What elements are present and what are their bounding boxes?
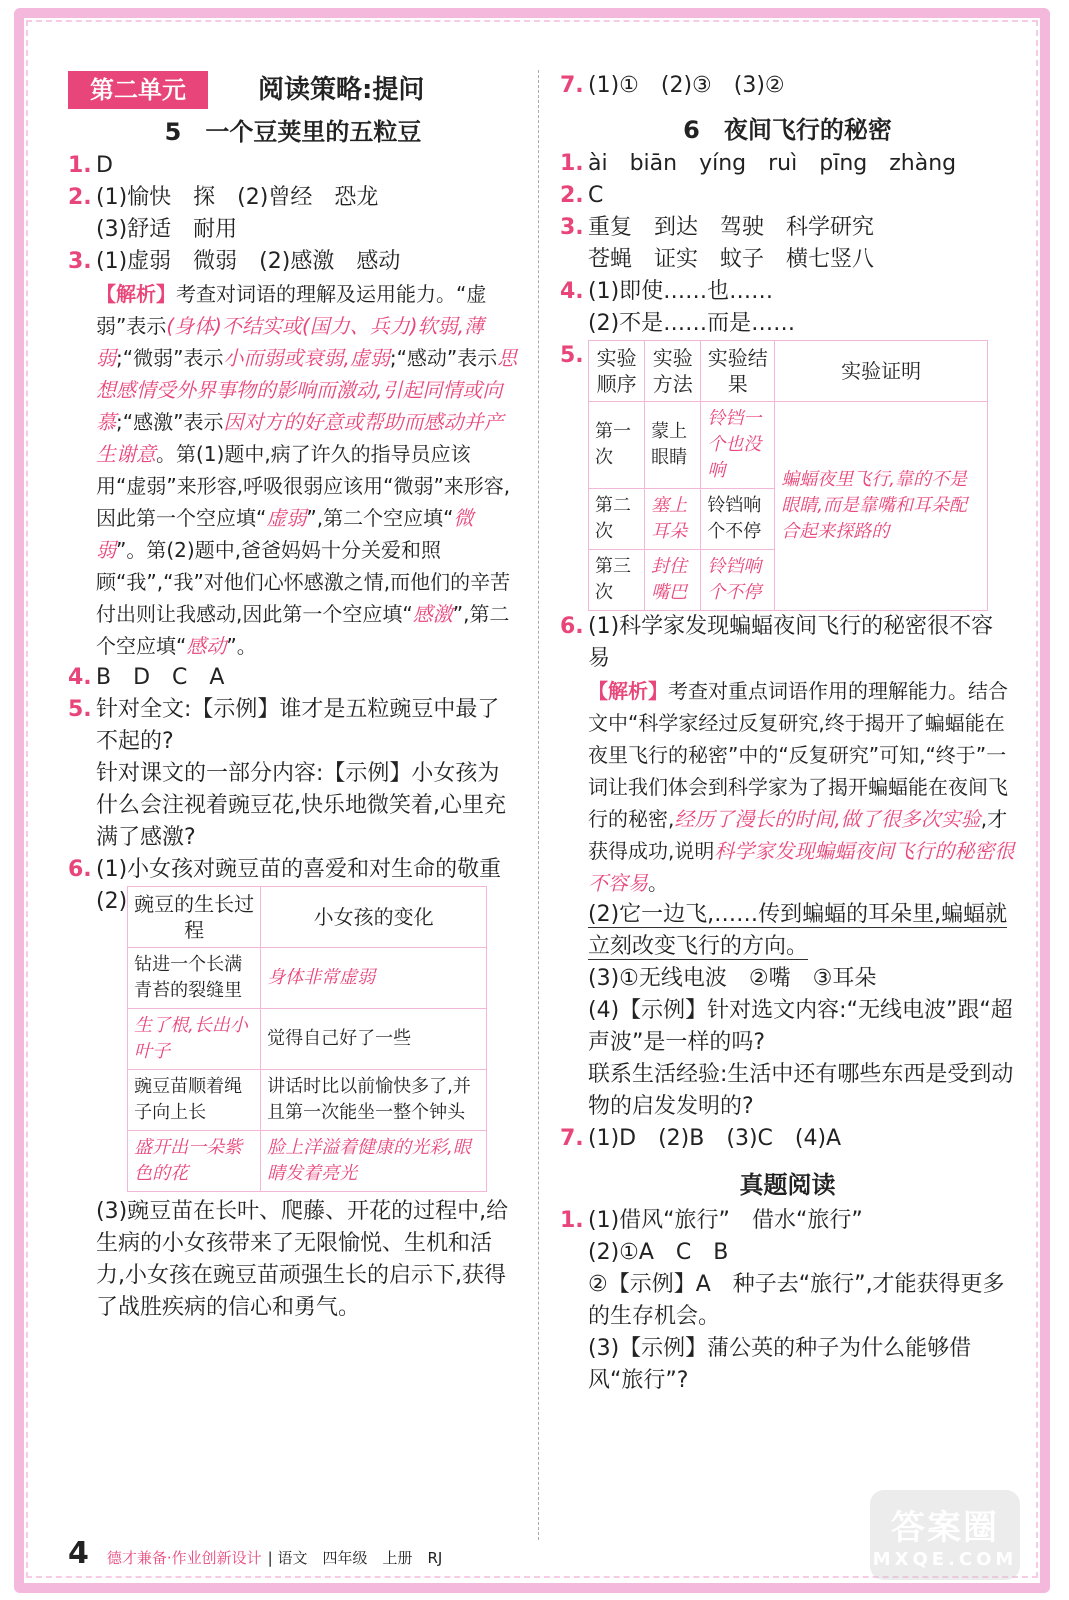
exp-table-header: 实验结果 [701,341,775,402]
l6-question-4: 4. (1)即使……也…… [560,279,774,304]
table-row [128,1070,487,1131]
exp-table-header: 实验方法 [645,341,701,402]
l5-question-2: 2. (1)愉快 探 (2)曾经 恐龙 [68,185,379,210]
footer-info: | 语文 四年级 上册 RJ [267,1549,443,1567]
watermark-bottom: MXQE.COM [872,1549,1018,1570]
reading-question-1-2: (2)①A C B [588,1240,729,1265]
table-cell [701,402,775,489]
page-number: 4 [68,1536,89,1571]
exp-result: 铃铛响个不停 [707,556,762,603]
handwritten-answer: 经历了漫长的时间,做了很多次实验 [674,807,981,831]
exp-result: 铃铛响个不停 [707,495,762,542]
table-cell [589,402,645,489]
exp-order: 第一次 [595,421,631,468]
table-row [128,1009,487,1070]
analysis-text: 考查对词语的理解及运用能力。“虚弱”表示 [96,282,487,338]
l5-question-5-cont: 针对课文的一部分内容:【示例】小女孩为什么会注视着豌豆花,快乐地微笑着,心里充满了感激? [96,761,506,850]
handwritten-answer: 科学家发现蝙蝠夜间飞行的秘密很不容易 [588,839,1015,895]
handwritten-answer: 微弱 [96,506,474,562]
l6-question-1: 1. ài biān yíng ruì pīng zhàng [560,151,957,176]
growth-table [127,886,487,1192]
growth-stage: 生了根,长出小叶子 [134,1015,248,1062]
l6-question-5: 5. 实验顺序 实验方法 实验结果 实验证明 第一次 蒙上眼睛 铃铛一个也没响 蝙蝠夜里飞行,靠的不是眼睛,而是靠嘴和耳朵配合起来探路的 第二次 塞上耳朵 铃铛响个不停 第三次 封住嘴巴 铃铛响个不停 [560,340,1015,611]
analysis-text: ;“感动”表示 [389,346,498,370]
l5-question-3: 3. (1)虚弱 微弱 (2)感激 感动 [68,249,401,274]
unit-header [68,70,518,110]
analysis-text: 。 [648,871,668,895]
unit-title: 阅读策略:提问 [258,75,425,105]
table-cell [775,402,988,611]
unit-badge: 第二单元 [68,71,208,109]
table-cell [701,550,775,611]
growth-stage: 盛开出一朵紫色的花 [134,1137,243,1184]
analysis-text: ;“感激”表示 [116,410,224,434]
analysis-text: ,才获得成功,说明 [588,807,1008,863]
exp-method: 封住嘴巴 [651,556,688,603]
girl-change: 觉得自己好了一些 [267,1028,412,1049]
table-cell [645,402,701,489]
l6-question-6-2: (2)它一边飞,……传到蝙蝠的耳朵里,蝙蝠就立刻改变飞行的方向。 [588,902,1008,959]
l5-question-4: 4. B D C A [68,665,225,690]
exp-method: 塞上耳朵 [651,495,688,542]
lesson-5-title: 5 一个豆荚里的五粒豆 [164,118,422,146]
analysis-text: ”。 [226,634,257,658]
analysis-text: 考查对重点词语作用的理解能力。结合文中“科学家经过反复研究,终于揭开了蝙蝠能在夜里飞行的秘密”中的“反复研究”可知,“终于”一词让我们体会到科学家为了揭开蝙蝠能在夜间飞行的秘密, [588,679,1008,831]
growth-table-header: 豌豆的生长过程 [128,887,261,948]
l6-analysis: 【解析】考查对重点词语作用的理解能力。结合文中“科学家经过反复研究,终于揭开了蝙蝠能在夜里飞行的秘密”中的“反复研究”可知,“终于”一词让我们体会到科学家为了揭开蝙蝠能在夜间飞行的秘密,经历了漫长的时间,做了很多次实验,才获得成功,说明科学家发现蝙蝠夜间飞行的秘密很不容易。 [588,679,1015,895]
analysis-text: ;“微弱”表示 [116,346,224,370]
growth-stage: 钻进一个长满青苔的裂缝里 [134,954,243,1001]
watermark-logo [870,1490,1020,1580]
lesson-6-title: 6 夜间飞行的秘密 [683,116,892,144]
l6-question-7: 7. (1)D (2)B (3)C (4)A [560,1126,842,1151]
girl-change: 身体非常虚弱 [267,967,376,988]
analysis-text: ”,第二个空应填“ [306,506,454,530]
exp-order: 第三次 [595,556,631,603]
table-cell [261,1131,487,1192]
l5-analysis: 【解析】考查对词语的理解及运用能力。“虚弱”表示(身体)不结实或(国力、兵力)软弱,薄弱;“微弱”表示小而弱或衰弱,虚弱;“感动”表示思想感情受外界事物的影响而激动,引起同情或向慕;“感激”表示因对方的好意或帮助而感动并产生谢意。第(1)题中,病了许久的指导员应该用“虚弱”来形容,呼吸很弱应该用“微弱”来形容,因此第一个空应填“虚弱”,第二个空应填“微弱”。第(2)题中,爸爸妈妈十分关爱和照顾“我”,“我”对他们心怀感激之情,而他们的辛苦付出则让我感动,因此第一个空应填“感激”,第二个空应填“感动”。 [96,282,518,658]
table-cell [261,1009,487,1070]
l6-question-6-3: (3)①无线电波 ②嘴 ③耳朵 [588,966,877,991]
l5-question-2-cont: (3)舒适 耐用 [96,217,238,242]
table-cell [261,1070,487,1131]
handwritten-answer: 感动 [186,634,227,658]
analysis-text: 。第(1)题中,病了许久的指导员应该用“虚弱”来形容,呼吸很弱应该用“微弱”来形容,因此第一个空应填“ [96,442,511,530]
column-divider [538,70,539,1540]
girl-change: 脸上洋溢着健康的光彩,眼睛发着亮光 [267,1137,471,1184]
girl-change: 讲话时比以前愉快多了,并且第一次能坐一整个钟头 [267,1076,471,1123]
page-footer [68,1536,442,1571]
table-cell [701,489,775,550]
l6-question-6-4: (4)【示例】针对选文内容:“无线电波”跟“超声波”是一样的吗? [588,998,1013,1055]
table-row [128,1131,487,1192]
right-column [560,70,1015,1397]
handwritten-answer: 因对方的好意或帮助而感动并产生谢意 [96,410,504,466]
table-cell [128,1070,261,1131]
table-cell [645,489,701,550]
reading-question-1: 1. (1)借风“旅行” 借水“旅行” [560,1208,863,1233]
watermark-top: 答案圈 [891,1508,999,1548]
experiment-table [588,340,988,611]
l6-question-4-cont: (2)不是……而是…… [588,311,796,336]
reading-title: 真题阅读 [739,1171,836,1199]
exp-result: 铃铛一个也没响 [707,408,762,481]
handwritten-answer: 感激 [412,602,453,626]
prev-question-7: 7. (1)① (2)③ (3)② [560,73,785,98]
handwritten-answer: 思想感情受外界事物的影响而激动,引起同情或向慕 [96,346,518,434]
table-row [589,402,988,489]
table-cell [261,948,487,1009]
l5-question-5: 5. 针对全文:【示例】谁才是五粒豌豆中最了不起的? [68,697,500,754]
exp-table-header: 实验顺序 [589,341,645,402]
analysis-text: ”。第(2)题中,爸爸妈妈十分关爱和照顾“我”,“我”对他们心怀感激之情,而他们的辛苦付出则让我感动,因此第一个空应填“ [96,538,511,626]
exp-order: 第二次 [595,495,631,542]
l5-question-6-2: (2) 豌豆的生长过程 小女孩的变化 钻进一个长满青苔的裂缝里 身体非常虚弱 生了根,长出小叶子 觉得自己好了一些 豌豆苗顺着绳子向上长 讲话时比以前愉快多了,并且第一次能坐一整个钟头 盛开出一朵紫色的花 脸上洋溢着健康的光彩,眼睛发着亮光 [68,886,518,1192]
l6-question-2: 2. C [560,183,604,208]
table-cell [128,1131,261,1192]
left-column [68,70,518,1324]
l6-question-3-cont: 苍蝇 证实 蚊子 横七竖八 [588,247,875,272]
exp-method: 蒙上眼睛 [651,421,688,468]
growth-stage: 豌豆苗顺着绳子向上长 [134,1076,243,1123]
reading-question-1-3: (3)【示例】蒲公英的种子为什么能够借风“旅行”? [588,1336,972,1393]
analysis-text: ”,第二个空应填“ [96,602,510,658]
l6-question-3: 3. 重复 到达 驾驶 科学研究 [560,215,875,240]
l5-question-6-3: (3)豌豆苗在长叶、爬藤、开花的过程中,给生病的小女孩带来了无限愉悦、生机和活力,小女孩在豌豆苗顽强生长的启示下,获得了战胜疾病的信心和勇气。 [96,1199,509,1320]
growth-table-header: 小女孩的变化 [261,887,487,948]
table-cell [128,1009,261,1070]
table-cell [128,948,261,1009]
handwritten-answer: 虚弱 [266,506,307,530]
table-cell [645,550,701,611]
table-cell [589,489,645,550]
l5-question-1: 1. D [68,153,113,178]
table-row [128,948,487,1009]
handwritten-answer: (身体)不结实或(国力、兵力)软弱,薄弱 [96,314,484,370]
l5-question-6: 6. (1)小女孩对豌豆苗的喜爱和对生命的敬重 [68,857,502,882]
l6-question-6: 6. (1)科学家发现蝙蝠夜间飞行的秘密很不容易 [560,614,994,671]
footer-brand: 德才兼备·作业创新设计 [106,1549,262,1567]
exp-table-header: 实验证明 [775,341,988,402]
reading-question-1-2b: ②【示例】A 种子去“旅行”,才能获得更多的生存机会。 [588,1272,1005,1329]
l6-question-6-4-cont: 联系生活经验:生活中还有哪些东西是受到动物的启发发明的? [588,1062,1014,1119]
exp-proof: 蝙蝠夜里飞行,靠的不是眼睛,而是靠嘴和耳朵配合起来探路的 [781,469,967,542]
table-cell [589,550,645,611]
handwritten-answer: 小而弱或衰弱,虚弱 [223,346,390,370]
